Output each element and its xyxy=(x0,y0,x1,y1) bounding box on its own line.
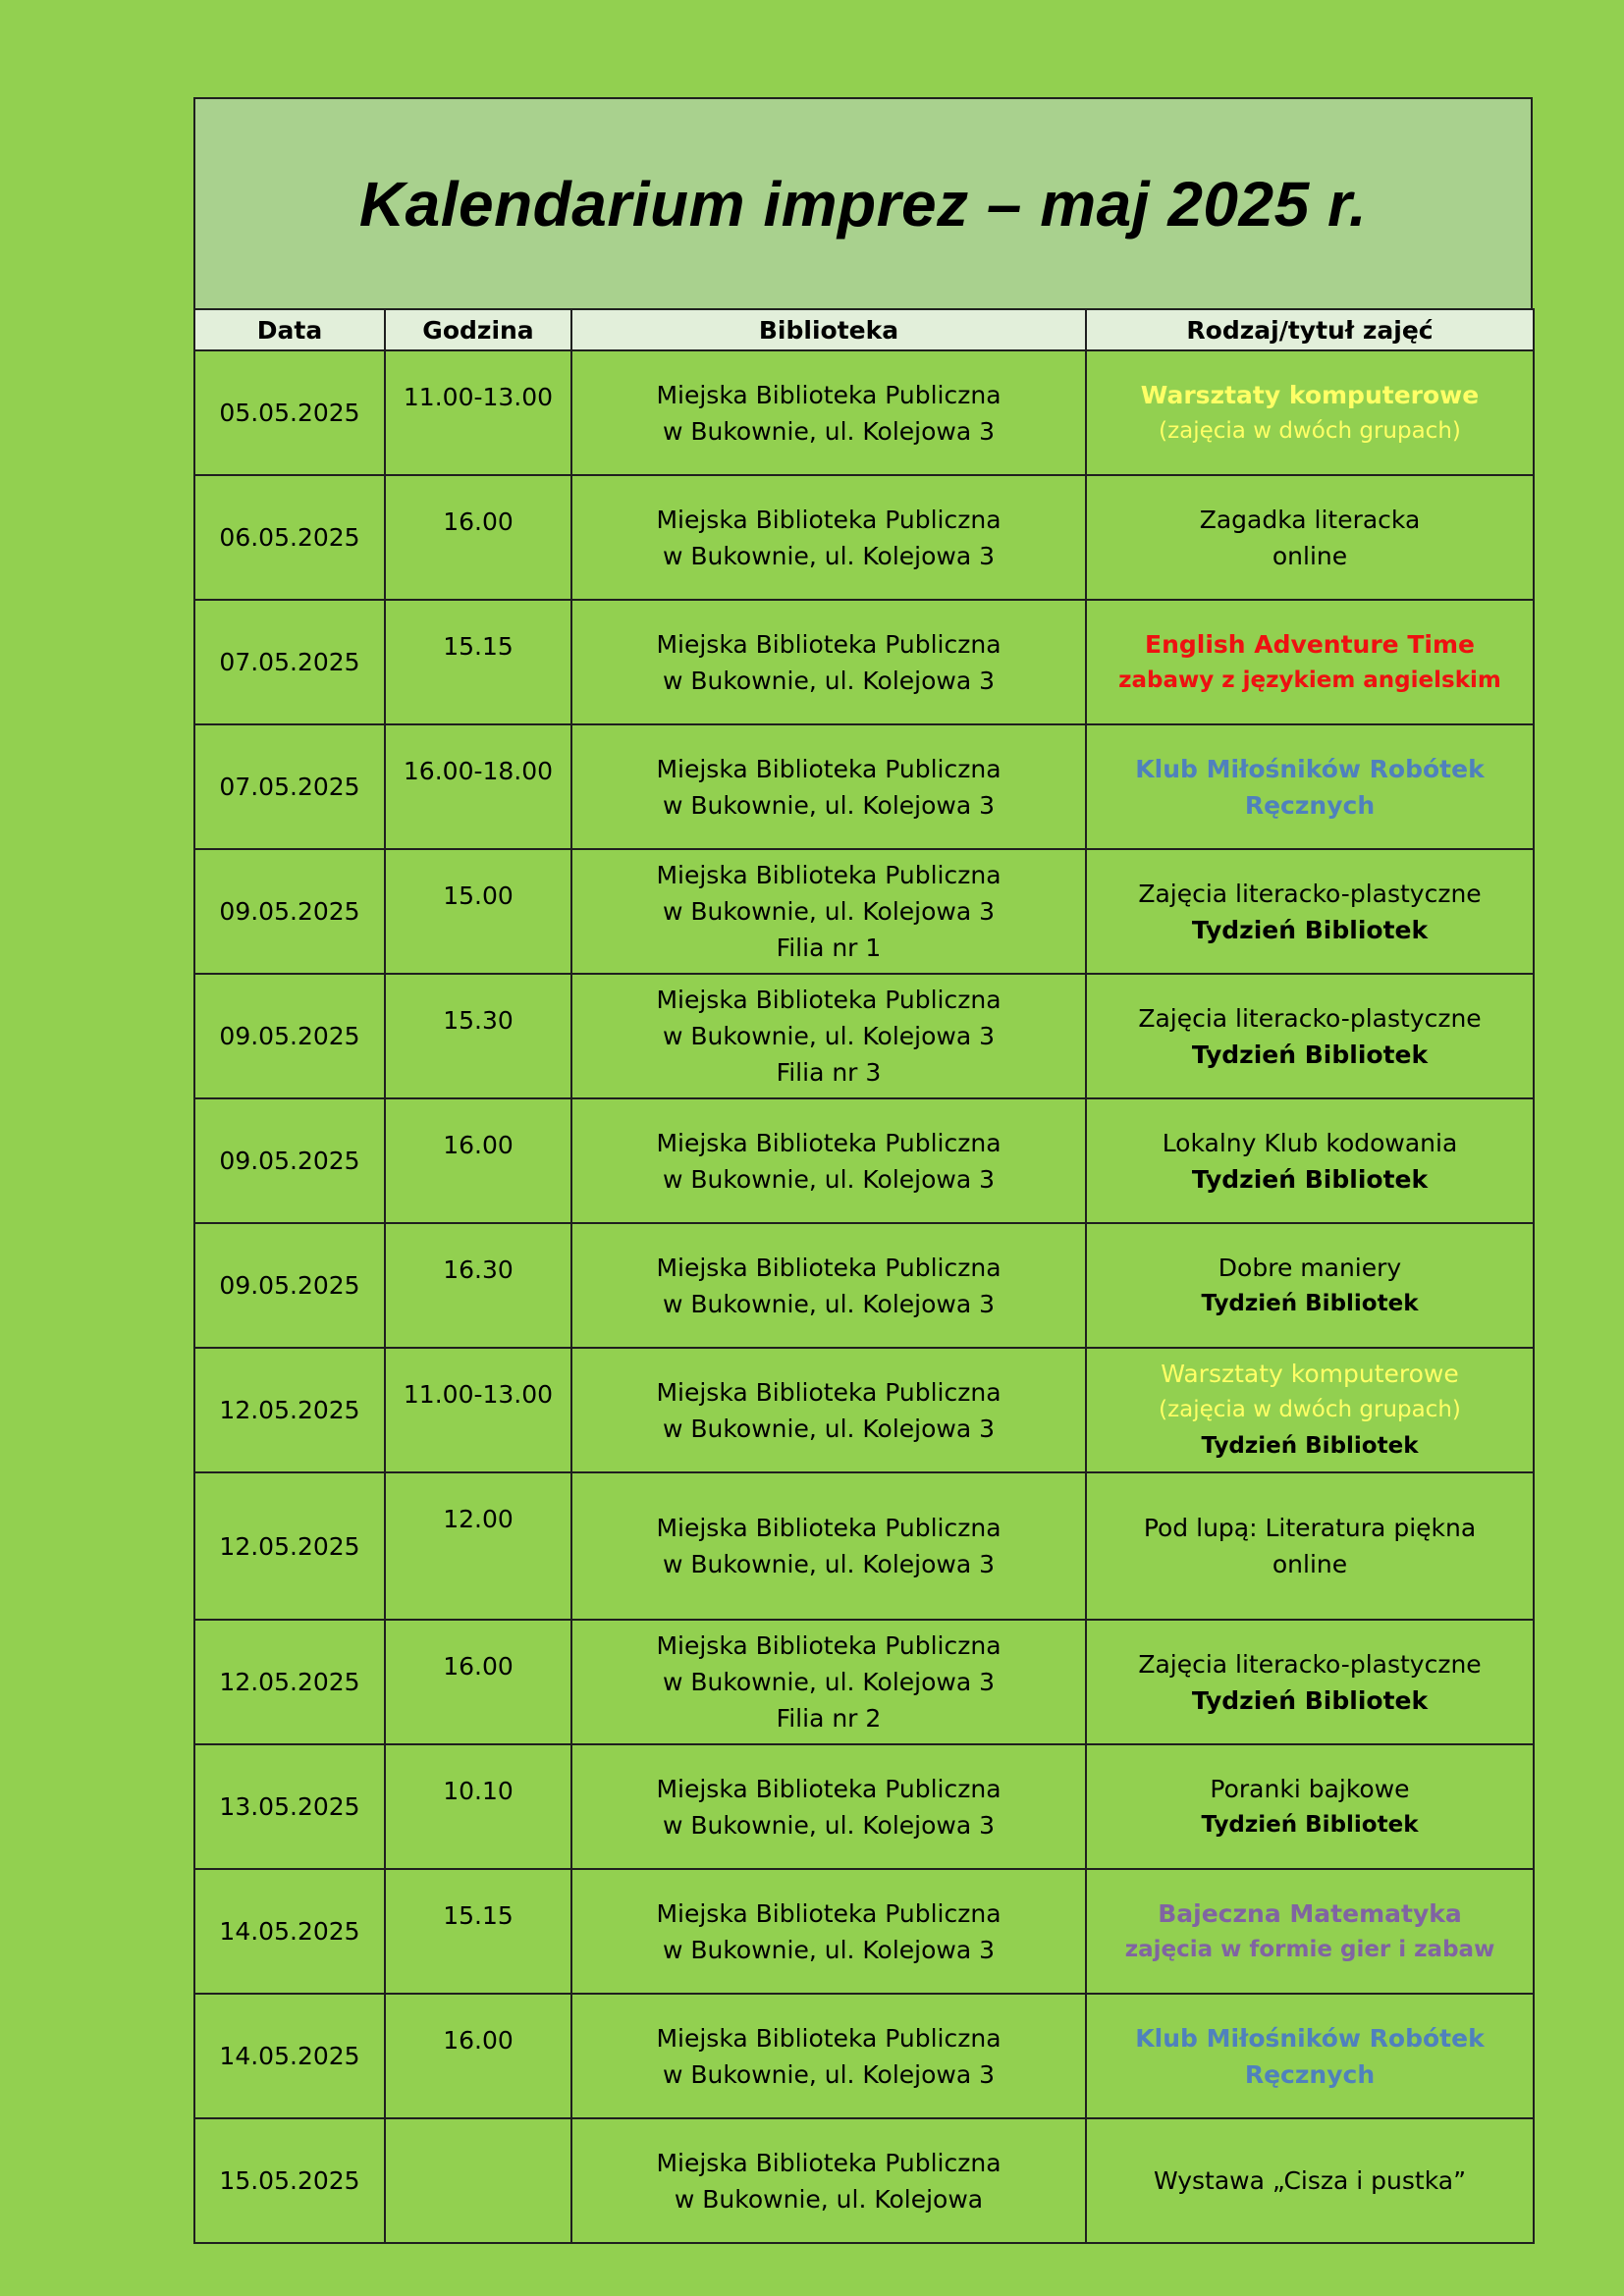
cell-date: 09.05.2025 xyxy=(194,1098,385,1223)
cell-time: 15.30 xyxy=(385,974,571,1098)
table-row xyxy=(194,2118,1534,2243)
library-line: w Bukownie, ul. Kolejowa 3 xyxy=(662,2059,996,2089)
library-line: w Bukownie, ul. Kolejowa 3 xyxy=(662,541,996,570)
cell-library xyxy=(571,1098,1086,1223)
event-line: Zajęcia literacko-plastyczne xyxy=(1138,1003,1482,1033)
table-body xyxy=(194,350,1534,2243)
column-header-event: Rodzaj/tytuł zajęć xyxy=(1086,309,1534,350)
cell-library xyxy=(571,1348,1086,1472)
library-line: Filia nr 2 xyxy=(776,1704,882,1733)
event-line: Warsztaty komputerowe xyxy=(1161,1360,1459,1388)
cell-event xyxy=(1086,1620,1534,1744)
event-line: Zagadka literacka xyxy=(1199,505,1421,534)
cell-date: 13.05.2025 xyxy=(194,1744,385,1869)
library-line: Miejska Biblioteka Publiczna xyxy=(656,1631,1001,1660)
cell-event xyxy=(1086,2118,1534,2243)
table-row xyxy=(194,1098,1534,1223)
events-table xyxy=(193,308,1535,2244)
cell-event xyxy=(1086,1098,1534,1223)
cell-time: 12.00 xyxy=(385,1472,571,1620)
cell-library xyxy=(571,724,1086,849)
table-row xyxy=(194,1869,1534,1994)
library-line: Miejska Biblioteka Publiczna xyxy=(656,1253,1001,1282)
event-line: Pod lupą: Literatura piękna xyxy=(1143,1514,1477,1542)
cell-date: 09.05.2025 xyxy=(194,1223,385,1348)
library-line: Miejska Biblioteka Publiczna xyxy=(656,629,1001,659)
cell-date: 12.05.2025 xyxy=(194,1348,385,1472)
title-band xyxy=(193,97,1533,308)
table-row xyxy=(194,1994,1534,2118)
calendar-sheet xyxy=(193,97,1533,2244)
cell-event xyxy=(1086,1994,1534,2118)
cell-library xyxy=(571,1869,1086,1994)
event-line: Tydzień Bibliotek xyxy=(1191,915,1429,944)
cell-event xyxy=(1086,1869,1534,1994)
cell-library xyxy=(571,1620,1086,1744)
event-line: Klub Miłośników Robótek xyxy=(1135,754,1485,783)
event-line: Warsztaty komputerowe xyxy=(1140,380,1480,409)
event-line: (zajęcia w dwóch grupach) xyxy=(1159,1397,1461,1422)
cell-library xyxy=(571,2118,1086,2243)
event-line: Tydzień Bibliotek xyxy=(1201,1433,1419,1459)
cell-date: 07.05.2025 xyxy=(194,724,385,849)
library-line: Miejska Biblioteka Publiczna xyxy=(656,986,1001,1014)
event-line: Tydzień Bibliotek xyxy=(1191,1685,1429,1715)
cell-time: 16.30 xyxy=(385,1223,571,1348)
table-row xyxy=(194,974,1534,1098)
cell-time: 16.00 xyxy=(385,1994,571,2118)
cell-library xyxy=(571,1744,1086,1869)
event-line: zabawy z językiem angielskim xyxy=(1118,667,1501,693)
event-line: zajęcia w formie gier i zabaw xyxy=(1124,1936,1495,1962)
event-line: Wystawa „Cisza i pustka” xyxy=(1153,2166,1467,2195)
library-line: Miejska Biblioteka Publiczna xyxy=(656,754,1001,783)
table-row xyxy=(194,724,1534,849)
event-line: Ręcznych xyxy=(1244,2059,1376,2089)
library-line: Miejska Biblioteka Publiczna xyxy=(656,1128,1001,1157)
library-line: Miejska Biblioteka Publiczna xyxy=(656,2023,1001,2053)
library-line: Miejska Biblioteka Publiczna xyxy=(656,1774,1001,1803)
cell-event xyxy=(1086,475,1534,600)
event-line: Dobre maniery xyxy=(1218,1253,1402,1282)
library-line: Filia nr 3 xyxy=(776,1058,882,1087)
cell-time: 10.10 xyxy=(385,1744,571,1869)
library-line: w Bukownie, ul. Kolejowa 3 xyxy=(662,1550,996,1578)
cell-event xyxy=(1086,849,1534,974)
library-line: Miejska Biblioteka Publiczna xyxy=(656,380,1001,409)
cell-event xyxy=(1086,600,1534,724)
cell-time: 16.00 xyxy=(385,1620,571,1744)
event-line: Tydzień Bibliotek xyxy=(1191,1040,1429,1069)
cell-event xyxy=(1086,1472,1534,1620)
library-line: w Bukownie, ul. Kolejowa 3 xyxy=(662,1289,996,1318)
event-line: online xyxy=(1272,1550,1348,1578)
event-line: Ręcznych xyxy=(1244,790,1376,820)
cell-time xyxy=(385,2118,571,2243)
cell-time: 15.15 xyxy=(385,600,571,724)
table-row xyxy=(194,350,1534,475)
library-line: w Bukownie, ul. Kolejowa 3 xyxy=(662,1414,996,1443)
cell-event xyxy=(1086,974,1534,1098)
cell-date: 09.05.2025 xyxy=(194,849,385,974)
table-row xyxy=(194,1744,1534,1869)
cell-library xyxy=(571,974,1086,1098)
library-line: w Bukownie, ul. Kolejowa 3 xyxy=(662,416,996,446)
cell-event xyxy=(1086,1348,1534,1472)
cell-library xyxy=(571,350,1086,475)
cell-library xyxy=(571,1472,1086,1620)
library-line: Miejska Biblioteka Publiczna xyxy=(656,1514,1001,1542)
cell-date: 07.05.2025 xyxy=(194,600,385,724)
column-header-library: Biblioteka xyxy=(571,309,1086,350)
event-line: online xyxy=(1272,541,1348,570)
event-line: English Adventure Time xyxy=(1145,629,1475,659)
cell-library xyxy=(571,1223,1086,1348)
event-line: Lokalny Klub kodowania xyxy=(1162,1128,1458,1157)
cell-time: 11.00-13.00 xyxy=(385,350,571,475)
table-row xyxy=(194,1472,1534,1620)
library-line: w Bukownie, ul. Kolejowa 3 xyxy=(662,1935,996,1964)
event-line: Poranki bajkowe xyxy=(1210,1774,1410,1803)
cell-time: 16.00 xyxy=(385,475,571,600)
event-line: Tydzień Bibliotek xyxy=(1201,1811,1419,1838)
event-line: Tydzień Bibliotek xyxy=(1191,1164,1429,1194)
cell-date: 09.05.2025 xyxy=(194,974,385,1098)
library-line: w Bukownie, ul. Kolejowa 3 xyxy=(662,1164,996,1194)
library-line: w Bukownie, ul. Kolejowa 3 xyxy=(662,1022,996,1050)
library-line: w Bukownie, ul. Kolejowa 3 xyxy=(662,790,996,820)
table-row xyxy=(194,1620,1534,1744)
cell-date: 14.05.2025 xyxy=(194,1869,385,1994)
table-row xyxy=(194,849,1534,974)
library-line: Miejska Biblioteka Publiczna xyxy=(656,1898,1001,1928)
event-line: Zajęcia literacko-plastyczne xyxy=(1138,1649,1482,1679)
cell-event xyxy=(1086,1223,1534,1348)
cell-event xyxy=(1086,350,1534,475)
table-row xyxy=(194,475,1534,600)
column-header-time: Godzina xyxy=(385,309,571,350)
cell-date: 14.05.2025 xyxy=(194,1994,385,2118)
library-line: Miejska Biblioteka Publiczna xyxy=(656,861,1001,889)
library-line: Miejska Biblioteka Publiczna xyxy=(656,2148,1001,2177)
cell-date: 05.05.2025 xyxy=(194,350,385,475)
cell-event xyxy=(1086,724,1534,849)
cell-time: 16.00 xyxy=(385,1098,571,1223)
cell-date: 15.05.2025 xyxy=(194,2118,385,2243)
library-line: w Bukownie, ul. Kolejowa 3 xyxy=(662,897,996,926)
cell-time: 16.00-18.00 xyxy=(385,724,571,849)
library-line: Miejska Biblioteka Publiczna xyxy=(656,505,1001,534)
cell-date: 12.05.2025 xyxy=(194,1620,385,1744)
event-line: Klub Miłośników Robótek xyxy=(1135,2023,1485,2053)
library-line: w Bukownie, ul. Kolejowa 3 xyxy=(662,666,996,695)
table-header-row xyxy=(194,309,1534,350)
cell-event xyxy=(1086,1744,1534,1869)
library-line: w Bukownie, ul. Kolejowa 3 xyxy=(662,1668,996,1696)
library-line: w Bukownie, ul. Kolejowa 3 xyxy=(662,1810,996,1840)
library-line: Miejska Biblioteka Publiczna xyxy=(656,1377,1001,1407)
event-line: Tydzień Bibliotek xyxy=(1201,1290,1419,1316)
table-row xyxy=(194,600,1534,724)
column-header-date: Data xyxy=(194,309,385,350)
cell-library xyxy=(571,849,1086,974)
cell-time: 11.00-13.00 xyxy=(385,1348,571,1472)
cell-time: 15.15 xyxy=(385,1869,571,1994)
cell-library xyxy=(571,475,1086,600)
table-row xyxy=(194,1348,1534,1472)
library-line: Filia nr 1 xyxy=(776,934,882,962)
cell-library xyxy=(571,1994,1086,2118)
cell-date: 12.05.2025 xyxy=(194,1472,385,1620)
library-line: w Bukownie, ul. Kolejowa xyxy=(674,2184,984,2214)
page-title: Kalendarium imprez – maj 2025 r. xyxy=(358,168,1368,240)
cell-date: 06.05.2025 xyxy=(194,475,385,600)
cell-library xyxy=(571,600,1086,724)
event-line: Zajęcia literacko-plastyczne xyxy=(1138,879,1482,908)
event-line: (zajęcia w dwóch grupach) xyxy=(1159,417,1461,444)
event-line: Bajeczna Matematyka xyxy=(1158,1898,1462,1928)
cell-time: 15.00 xyxy=(385,849,571,974)
table-row xyxy=(194,1223,1534,1348)
